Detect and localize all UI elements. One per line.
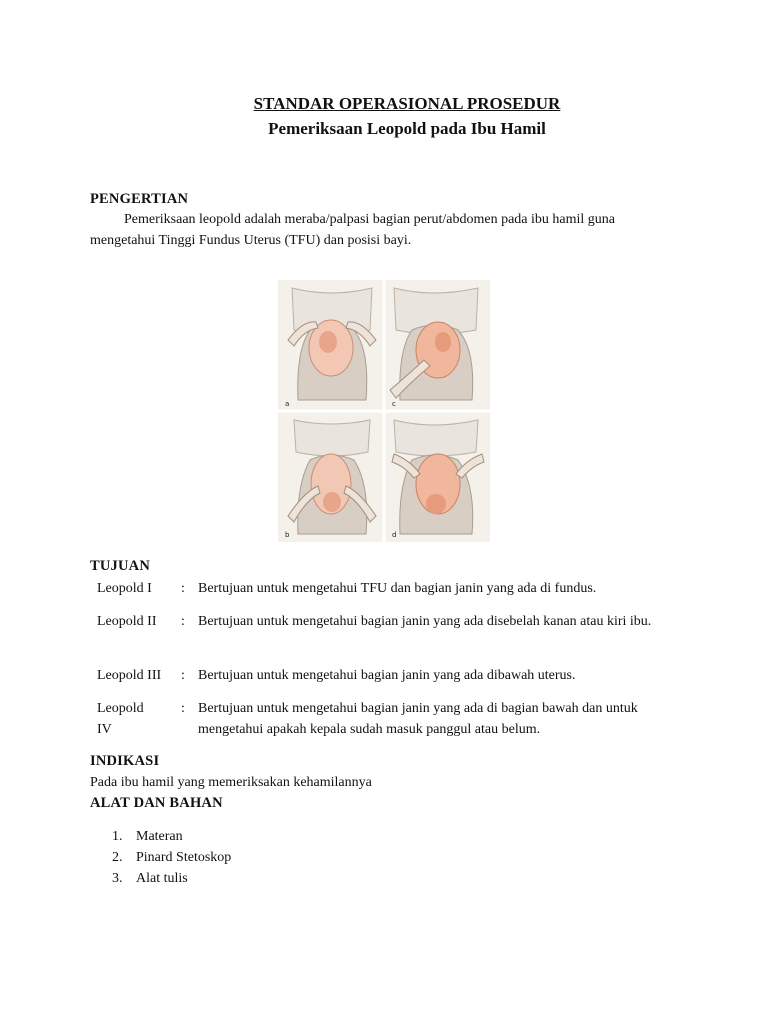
- pengertian-text: Pemeriksaan leopold adalah meraba/palpasi bagian perut/abdomen pada ibu hamil guna mengetahui Tinggi Fundus Uterus (TFU) dan posisi bayi.: [90, 212, 615, 248]
- tujuan-row-text: Bertujuan untuk mengetahui bagian janin yang ada dibawah uterus.: [198, 668, 576, 683]
- section-heading-indikasi: INDIKASI: [90, 753, 160, 769]
- list-item-text: Materan: [136, 829, 183, 844]
- tujuan-row-text: Bertujuan untuk mengetahui bagian janin yang ada disebelah kanan atau kiri ibu.: [198, 614, 652, 629]
- indikasi-text: Pada ibu hamil yang memeriksakan kehamilannya: [90, 775, 372, 790]
- tujuan-row-label: Leopold III: [97, 668, 162, 683]
- tujuan-row-label: Leopold I: [97, 581, 152, 596]
- section-heading-tujuan: TUJUAN: [90, 558, 151, 574]
- list-item-number: 3.: [112, 871, 123, 886]
- tujuan-row-colon: :: [181, 668, 185, 683]
- tujuan-row-colon: :: [181, 701, 185, 716]
- document-subtitle: Pemeriksaan Leopold pada Ibu Hamil: [268, 119, 546, 138]
- tujuan-row-label: Leopold II: [97, 614, 157, 629]
- tujuan-row-label: Leopold IV: [97, 701, 144, 737]
- section-heading-pengertian: PENGERTIAN: [90, 191, 189, 207]
- panel-label-a: a: [285, 400, 290, 408]
- panel-label-c: c: [392, 400, 396, 408]
- list-item-text: Pinard Stetoskop: [136, 850, 232, 865]
- panel-label-b: b: [285, 531, 290, 539]
- leopold-illustration: [278, 280, 490, 542]
- panel-label-d: d: [392, 531, 397, 539]
- leopold-illustration-svg: [278, 280, 490, 542]
- pengertian-paragraph: [90, 209, 680, 251]
- list-item-text: Alat tulis: [136, 871, 188, 886]
- list-item-number: 1.: [112, 829, 123, 844]
- list-item-number: 2.: [112, 850, 123, 865]
- tujuan-row-colon: :: [181, 614, 185, 629]
- tujuan-row-text: Bertujuan untuk mengetahui TFU dan bagian janin yang ada di fundus.: [198, 581, 597, 596]
- document-title: STANDAR OPERASIONAL PROSEDUR: [253, 94, 561, 113]
- tujuan-row-colon: :: [181, 581, 185, 596]
- tujuan-row-text: Bertujuan untuk mengetahui bagian janin yang ada di bagian bawah dan untuk mengetahui apakah kepala sudah masuk panggul atau belum.: [198, 701, 638, 737]
- section-heading-alat-dan-bahan: ALAT DAN BAHAN: [90, 795, 223, 811]
